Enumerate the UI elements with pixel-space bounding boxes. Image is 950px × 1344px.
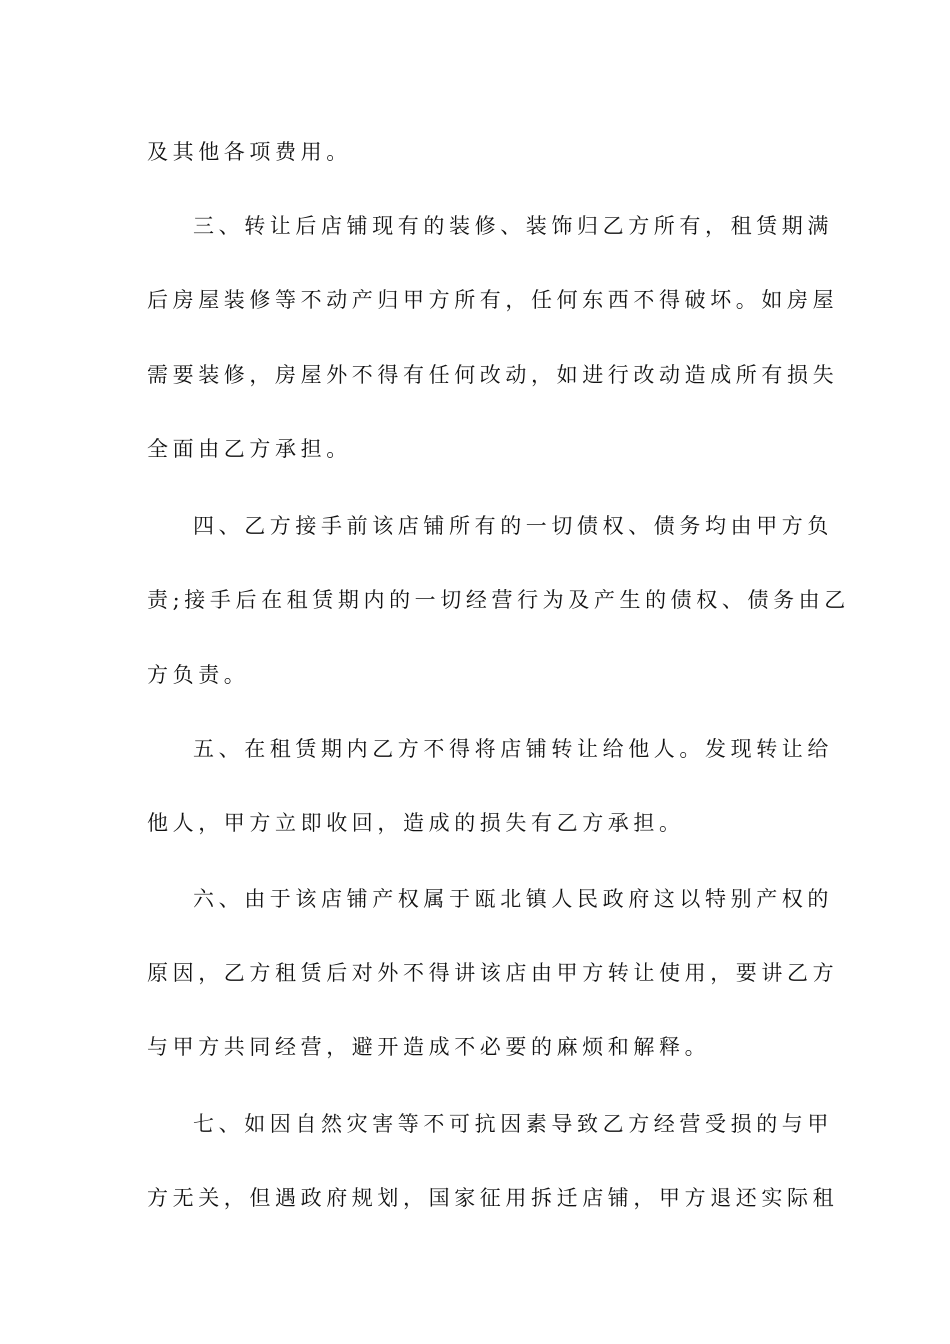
- text-line: 后房屋装修等不动产归甲方所有，任何东西不得破坏。如房屋: [147, 288, 839, 312]
- text-line: 他人，甲方立即收回，造成的损失有乙方承担。: [147, 811, 685, 835]
- text-line: 六、由于该店铺产权属于瓯北镇人民政府这以特别产权的: [193, 887, 833, 911]
- text-line: 四、乙方接手前该店铺所有的一切债权、债务均由甲方负: [193, 514, 833, 538]
- text-line: 原因，乙方租赁后对外不得讲该店由甲方转让使用，要讲乙方: [147, 961, 839, 985]
- text-line: 与甲方共同经营，避开造成不必要的麻烦和解释。: [147, 1035, 711, 1059]
- text-line: 需要装修，房屋外不得有任何改动，如进行改动造成所有损失: [147, 363, 839, 387]
- text-line: 方负责。: [147, 663, 250, 687]
- text-line: 方无关，但遇政府规划，国家征用拆迁店铺，甲方退还实际租: [147, 1186, 839, 1210]
- text-line: 及其他各项费用。: [147, 140, 352, 164]
- text-line: 七、如因自然灾害等不可抗因素导致乙方经营受损的与甲: [193, 1112, 833, 1136]
- text-line: 责;接手后在租赁期内的一切经营行为及产生的债权、债务由乙: [147, 588, 850, 612]
- text-line: 五、在租赁期内乙方不得将店铺转让给他人。发现转让给: [193, 737, 833, 761]
- text-line: 全面由乙方承担。: [147, 437, 352, 461]
- text-line: 三、转让后店铺现有的装修、装饰归乙方所有，租赁期满: [193, 214, 833, 238]
